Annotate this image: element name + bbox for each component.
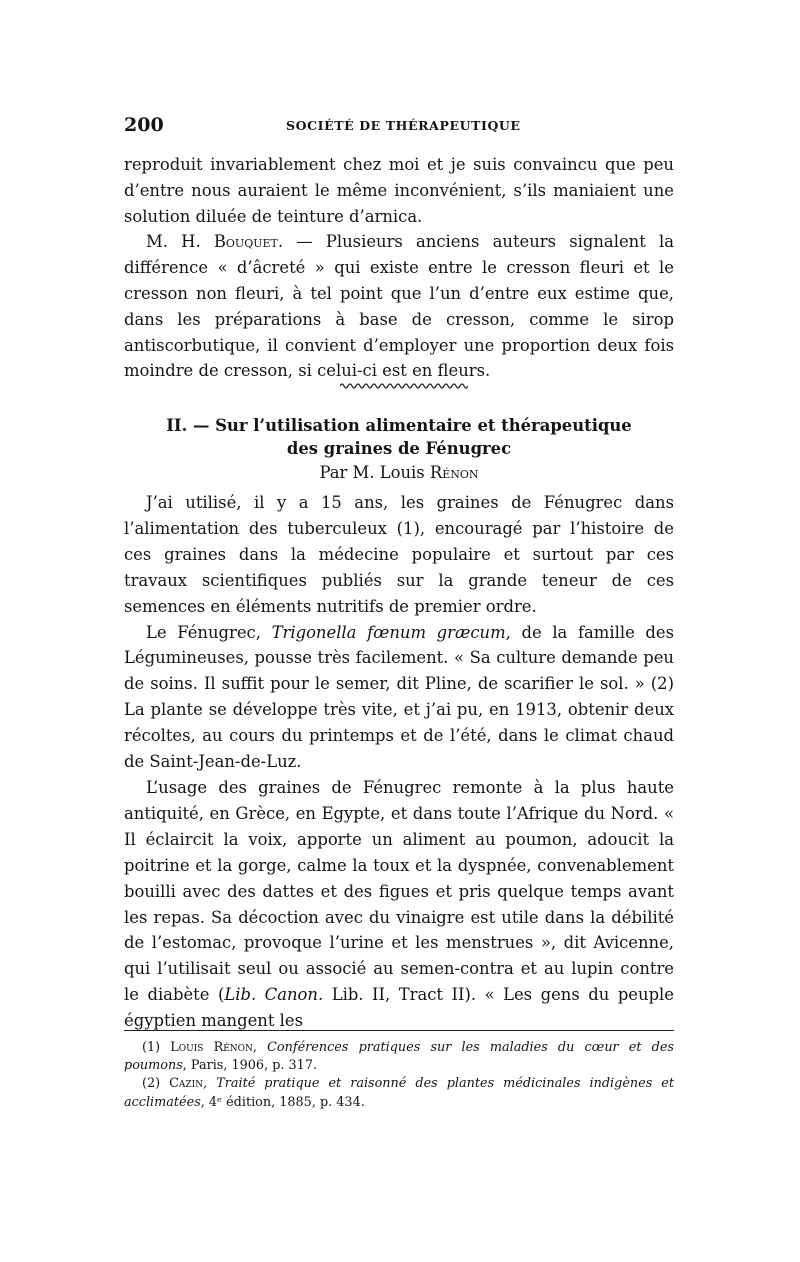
footnote-2-author: Cazin [169,1076,204,1092]
intro-text [124,152,674,384]
article-paragraph-2-b: , de la famille des Légumineuses, pousse très facilement. « Sa culture demande peu de soins. Il suffit pour le semer, dit Pline, de scarifier le sol. » (2) La plante se développe très vite, et j’ai pu, en 1913, obtenir deux récoltes, au cours du printemps et de l’été, dans le climat chaud de Saint-Jean-de-Luz. [124,622,675,772]
article-paragraph-2-a: Le Fénugrec, [146,622,272,642]
article-paragraph-3-b: Lib. II, Tract II). « Les gens du peuple égyptien mangent les [124,985,675,1031]
species-name: Trigonella fœnum græcum [271,622,506,642]
footnote-1-author: Louis Rénon [170,1040,253,1055]
article-paragraph-3 [124,775,674,1034]
speaker-name: M. H. Bouquet. [146,232,284,252]
article-paragraph-1: J’ai utilisé, il y a 15 ans, les graines de Fénugrec dans l’alimentation des tuberculeux (1), encouragé par l’histoire de ces graines dans la médecine populaire et surtout par ces travaux scientifiques publiés sur la grande teneur de ces semences en éléments nutritifs de premier ordre. [124,493,674,616]
author-name: Rénon [429,463,479,482]
page-header [124,114,674,138]
intro-paragraph-2-text: — Plusieurs anciens auteurs signalent la différence « d’âcreté » qui existe entre le cresson fleuri et le cresson non fleuri, à tel point que l’un d’entre eux estime que, dans les préparations à base de cresson, comme le sirop antiscorbutique, il convient d’employer une proportion deux fois moindre de cresson, si celui-ci est en fleurs. [124,232,674,381]
lib-canon-reference: Lib. Canon. [224,985,324,1005]
footnote-2-rest: , 4ᵉ édition, 1885, p. 434. [200,1094,365,1110]
footnote-2-marker: (2) [142,1076,170,1092]
page-number: 200 [124,114,164,136]
section-heading [124,414,674,460]
footnote-1-marker: (1) [142,1040,171,1055]
section-title-line-2: des graines de Fénugrec [286,439,512,458]
article-paragraph-2 [124,620,674,775]
footnote-1-sep: , [252,1040,268,1055]
section-title-line-1: II. — Sur l’utilisation alimentaire et thérapeutique [166,416,632,435]
footnote-rule [124,1030,674,1031]
article-text [124,490,674,1034]
footnote-2 [124,1075,674,1111]
footnotes [124,1039,674,1112]
footnote-2-title: Traité pratique et raisonné des plantes médicinales indigènes et acclimatées [124,1076,674,1110]
intro-paragraph-2 [124,229,674,384]
intro-paragraph-1: reproduit invariablement chez moi et je suis convaincu que peu d’entre nous auraient le même inconvénient, s’ils maniaient une solution diluée de teinture d’arnica. [124,155,674,226]
footnote-1 [124,1039,674,1075]
author-line [124,462,674,484]
footnote-2-sep: , [203,1076,217,1092]
author-prefix: Par M. Louis [319,463,430,482]
article-paragraph-3-a: L’usage des graines de Fénugrec remonte à la plus haute antiquité, en Grèce, en Egypte, et dans toute l’Afrique du Nord. « Il éclaircit la voix, apporte un aliment au poumon, adoucit la poitrine et la gorge, calme la toux et la dyspnée, convenablement bouilli avec des dattes et des figues et pris quelque temps avant les repas. Sa décoction avec du vinaigre est utile dans la débilité de l’estomac, provoque l’urine et les menstrues », dit Avicenne, qui l’utilisait seul ou associé au semen-contra et au lupin contre le diabète ( [124,777,674,1005]
wavy-separator [340,382,468,390]
footnote-1-title: Conférences pratiques sur les maladies du cœur et des poumons [124,1040,674,1074]
running-title: SOCIÉTÉ DE THÉRAPEUTIQUE [286,118,521,133]
footnote-1-rest: , Paris, 1906, p. 317. [182,1058,318,1074]
